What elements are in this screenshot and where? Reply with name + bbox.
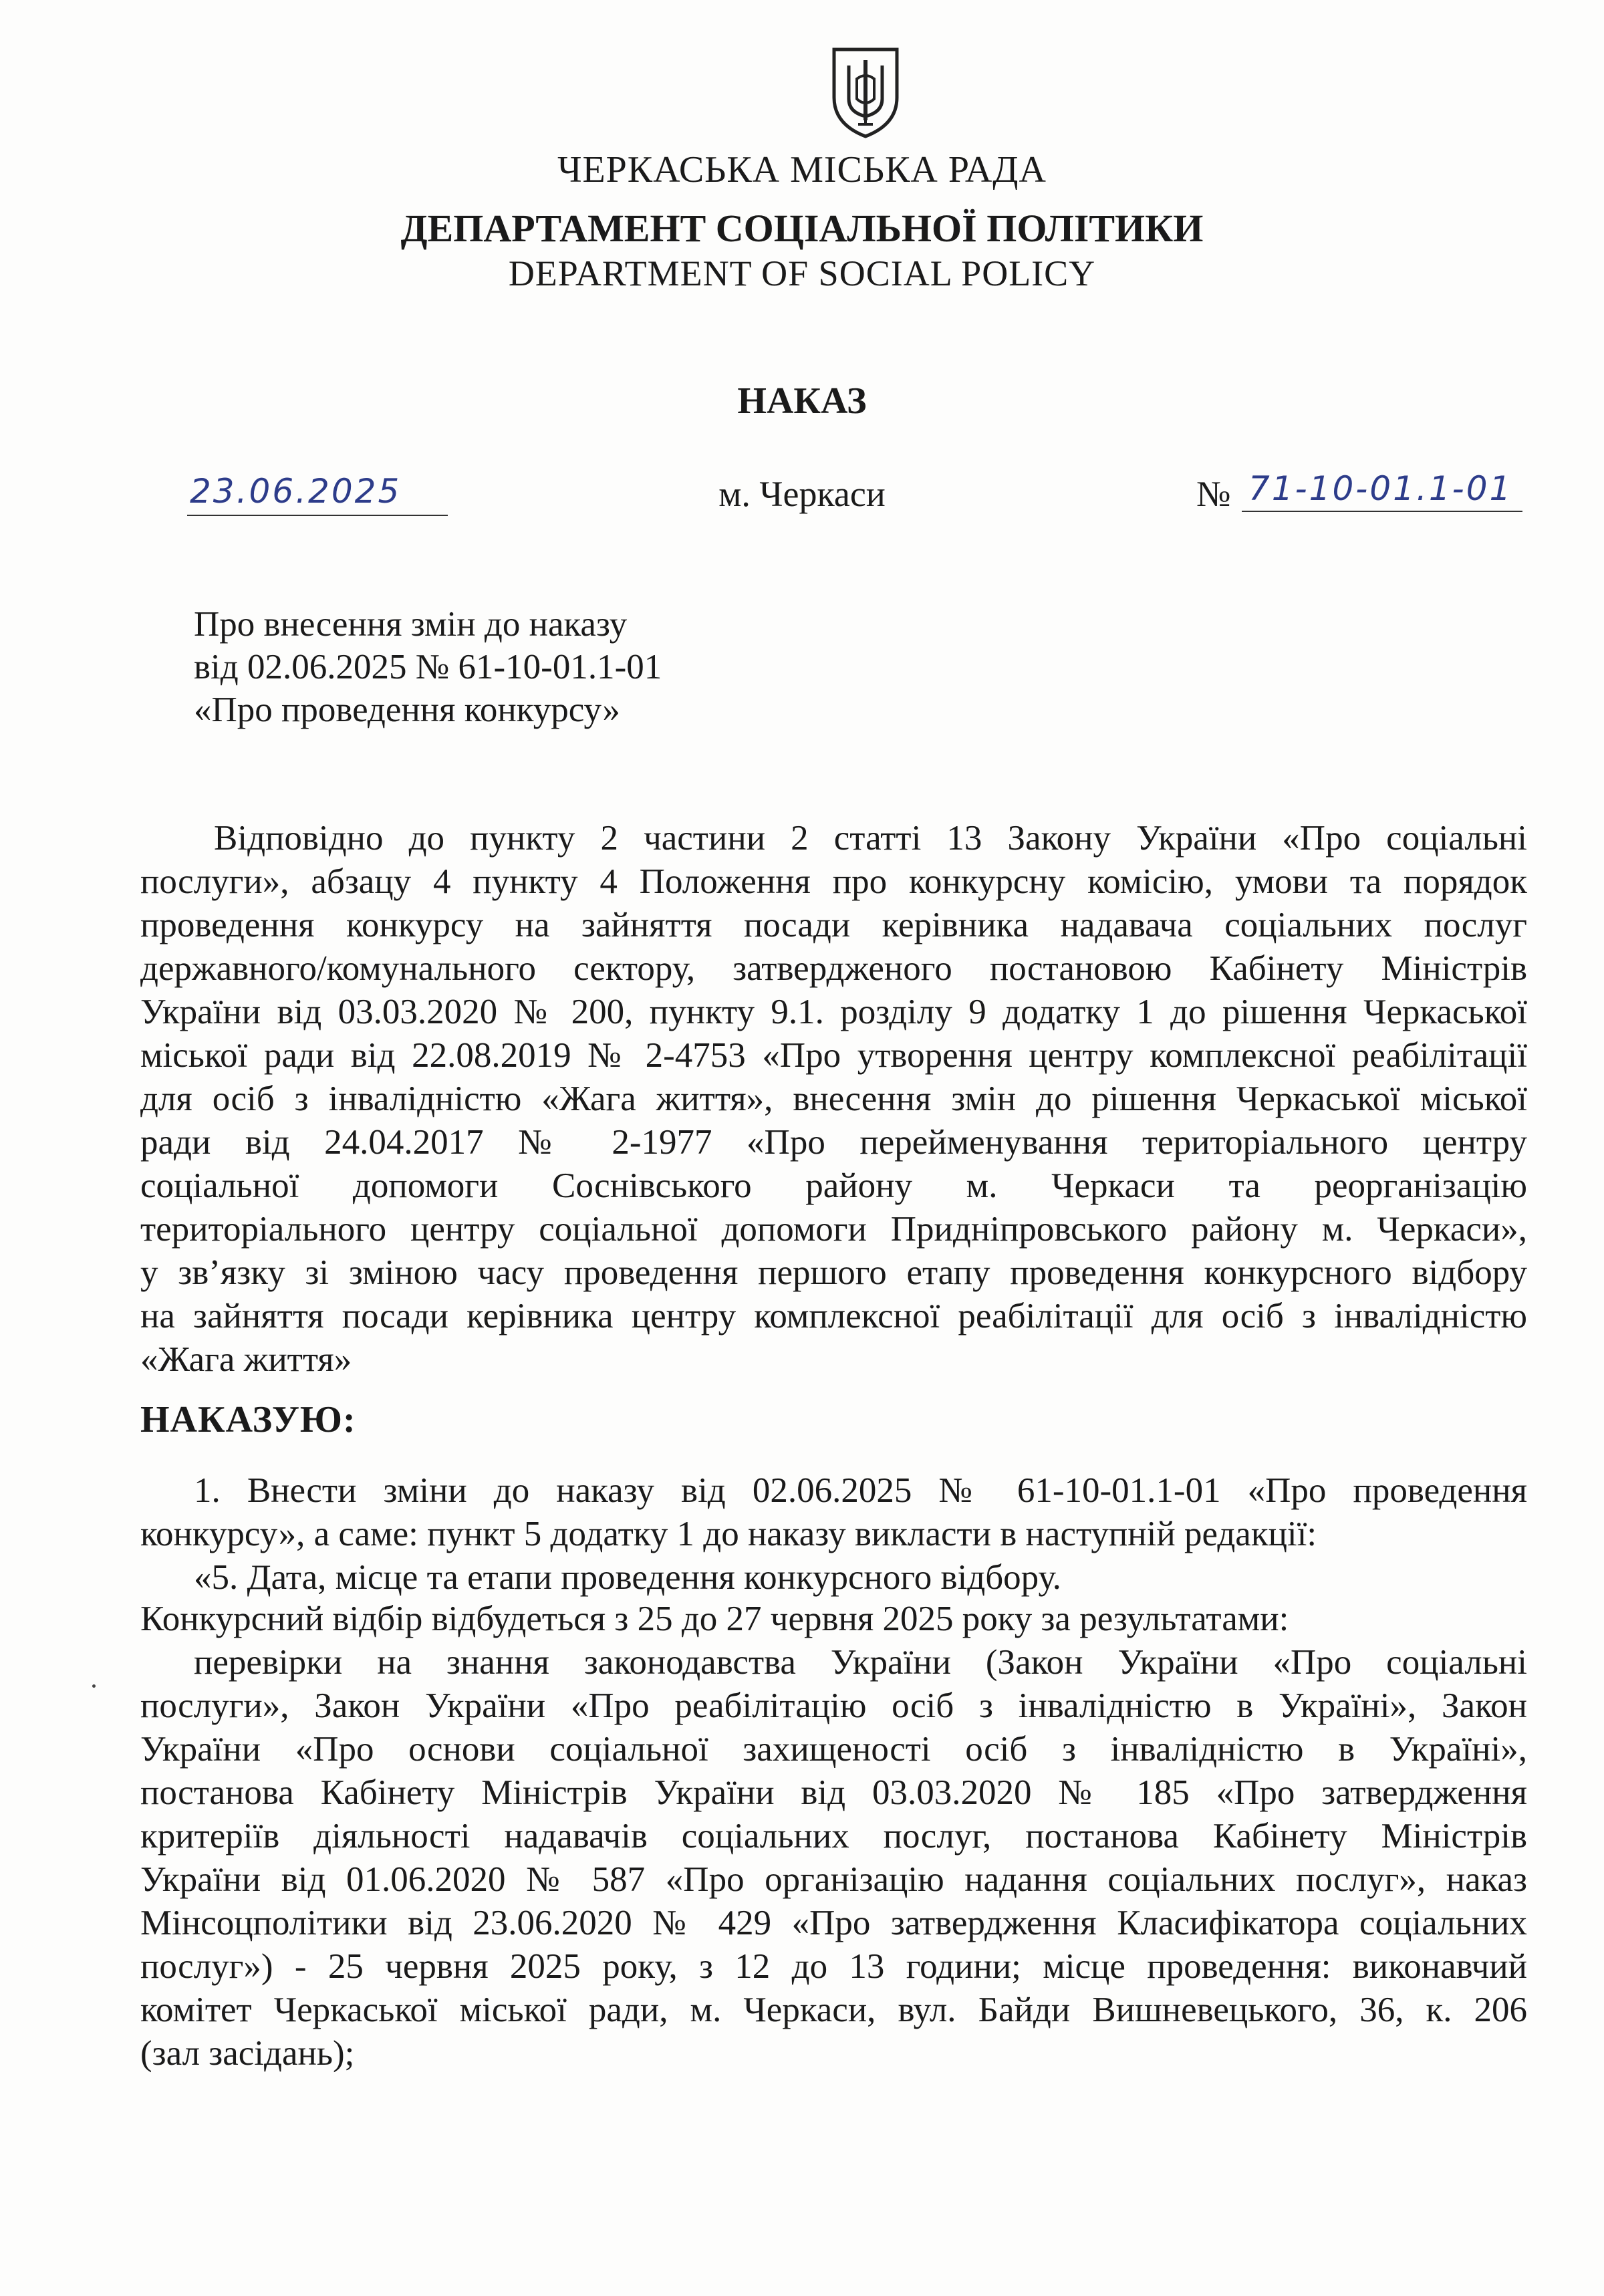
body-line: Конкурсний відбір відбудеться з 25 до 27 червня 2025 року за результатами: [140,1600,1289,1638]
order-directive: НАКАЗУЮ: [140,1399,356,1440]
preamble-line: територіального центру соціальної допомоги Придніпровського району м. Черкаси», [140,1210,1527,1249]
subject-line: Про внесення змін до наказу [194,605,628,644]
preamble-line: «Жага життя» [140,1340,352,1379]
order-number-field [1196,469,1513,515]
body-line: комітет Черкаської міської ради, м. Черкаси, вул. Байди Вишневецького, 36, к. 206 [140,1991,1527,2029]
body-line: Мінсоцполітики від 23.06.2020 № 429 «Про затвердження Класифікатора соціальних [140,1904,1527,1942]
preamble-line: ради від 24.04.2017 № 2-1977 «Про перейменування територіального центру [140,1123,1527,1162]
preamble-line: державного/комунального сектору, затвердженого постановою Кабінету Міністрів [140,949,1527,988]
competition-paragraph [140,1598,1527,2075]
body-line: (зал засідань); [140,2034,355,2073]
body-line: України «Про основи соціальної захищеності осіб з інвалідністю в Україні», [140,1730,1527,1769]
department-name: ДЕПАРТАМЕНТ СОЦІАЛЬНОЇ ПОЛІТИКИ [400,207,1204,250]
scan-speck [92,1684,96,1688]
body-line: постанова Кабінету Міністрів України від 03.03.2020 № 185 «Про затвердження [140,1773,1527,1812]
preamble-line: Відповідно до пункту 2 частини 2 статті 13 Закону України «Про соціальні [214,819,1527,858]
preamble-paragraph [140,817,1527,1382]
order-subject [194,603,662,731]
subject-line: від 02.06.2025 № 61-10-01.1-01 [194,648,662,686]
department-name-en: DEPARTMENT OF SOCIAL POLICY [508,253,1096,293]
preamble-line: для осіб з інвалідністю «Жага життя», внесення змін до рішення Черкаської міської [140,1079,1527,1118]
preamble-line: міської ради від 22.08.2019 № 2-4753 «Про утворення центру комплексної реабілітації [140,1036,1527,1075]
city: м. Черкаси [718,474,886,514]
item-line: «5. Дата, місце та етапи проведення конкурсного відбору. [194,1558,1061,1597]
council-name: ЧЕРКАСЬКА МІСЬКА РАДА [557,149,1047,190]
body-line: послуги», Закон України «Про реабілітацію осіб з інвалідністю в Україні», Закон [140,1686,1527,1725]
handwritten-date: 23.06.2025 [190,472,402,511]
item-1-paragraph [140,1469,1527,1600]
coat-of-arms-icon [829,45,902,139]
item-line: конкурсу», а саме: пункт 5 додатку 1 до наказу викласти в наступній редакції: [140,1515,1317,1553]
preamble-line: соціальної допомоги Соснівського району м. Черкаси та реорганізацію [140,1166,1527,1205]
handwritten-order-number: 71-10-01.1-01 [1248,469,1513,508]
preamble-line: України від 03.03.2020 № 200, пункту 9.1. розділу 9 додатку 1 до рішення Черкаської [140,993,1527,1031]
body-line: послуг») - 25 червня 2025 року, з 12 до 13 години; місце проведення: виконавчий [140,1947,1527,1986]
preamble-line: на зайняття посади керівника центру комплексної реабілітації для осіб з інвалідністю [140,1297,1527,1335]
preamble-line: у зв’язку зі зміною часу проведення першого етапу проведення конкурсного відбору [140,1253,1527,1292]
order-number-line [1242,469,1522,512]
preamble-line: послуги», абзацу 4 пункту 4 Положення про конкурсну комісію, умови та порядок [140,862,1527,901]
item-line: 1. Внести зміни до наказу від 02.06.2025 № 61-10-01.1-01 «Про проведення [194,1471,1527,1510]
document-type: НАКАЗ [737,380,867,422]
body-line: перевірки на знання законодавства України (Закон України «Про соціальні [194,1643,1527,1682]
meta-row [0,468,1604,528]
body-line: України від 01.06.2020 № 587 «Про організацію надання соціальних послуг», наказ [140,1860,1527,1899]
number-sign: № [1196,474,1231,514]
subject-line: «Про проведення конкурсу» [194,690,620,729]
body-line: критеріїв діяльності надавачів соціальних послуг, постанова Кабінету Міністрів [140,1817,1527,1856]
preamble-line: проведення конкурсу на зайняття посади керівника надавача соціальних послуг [140,906,1527,944]
